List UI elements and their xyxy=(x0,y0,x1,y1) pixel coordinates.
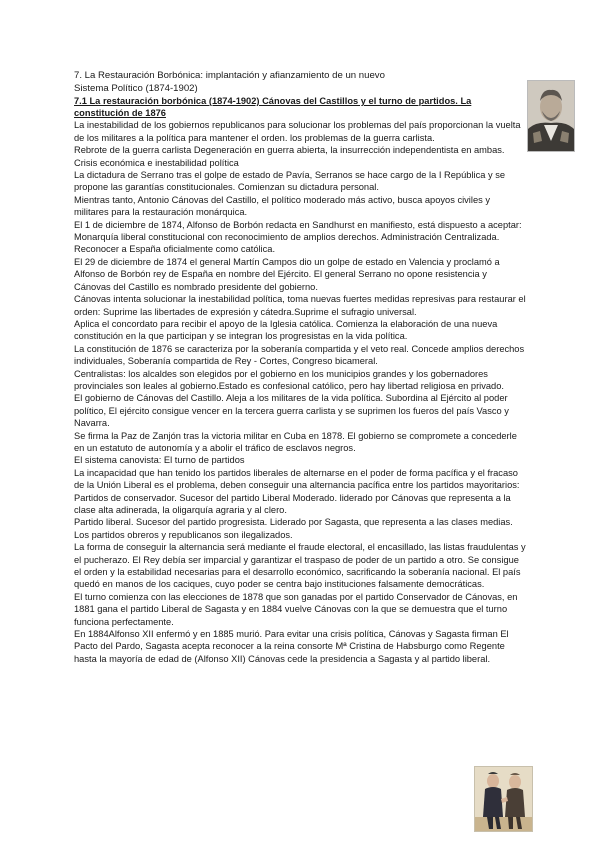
paragraph: La constitución de 1876 se caracteriza por la soberanía compartida y el veto real. Concede amplios derechos individuales, Soberanía compartida de Rey - Cortes, Congreso bicameral. xyxy=(74,343,525,367)
paragraph: Rebrote de la guerra carlista Degeneración en guerra abierta, la insurrección independentista en ambas. Crisis económica e inestabilidad política xyxy=(74,145,505,168)
document-title: 7. La Restauración Borbónica: implantación y afianzamiento de un nuevo Sistema Político (1874-1902) xyxy=(74,70,385,94)
section-subtitle: 7.1 La restauración borbónica (1874-1902) Cánovas del Castillos y el turno de partidos. La constitución de 1876 xyxy=(74,96,472,119)
paragraph: Se firma la Paz de Zanjón tras la victoria militar en Cuba en 1878. El gobierno se compromete a concederle en un estatuto de autonomía y a abolir el tráfico de esclavos negros. xyxy=(74,430,517,453)
caricature-illustration xyxy=(474,766,533,832)
paragraph: El gobierno de Cánovas del Castillo. Aleja a los militares de la vida política. Subordina al Ejército al poder político, El ejército consigue vencer en la tercera guerra carlista y se suprimen los fueros del país Vasco y Navarra. xyxy=(74,393,509,429)
paragraph: La forma de conseguir la alternancia será mediante el fraude electoral, el encasillado, las listas fraudulentas y el pucherazo. El Rey debía ser imparcial y garantizar el traspaso de poder de un partido a otro. Se consigue el orden y la estabilidad necesarias para el desarrollo económico, sacrificando la soberanía nacional. El país quedó en manos de los caciques, cuyo poder se centra bajo instituciones falsamente democráticas. xyxy=(74,542,526,590)
paragraph: Centralistas: los alcaldes son elegidos por el gobierno en los municipios grandes y los gobernadores provinciales son leales al gobierno.Estado es confesional católico, pero hay libertad religiosa en privado. xyxy=(74,368,504,391)
paragraph: Partidos de conservador. Sucesor del partido Liberal Moderado. liderado por Cánovas que representa a la clase alta adinerada, la oligarquía agraria y al clero. xyxy=(74,492,511,515)
paragraph: Aplica el concordato para recibir el apoyo de la Iglesia católica. Comienza la elaboración de una nueva constitución en la que participan y se integran los progresistas en la vida política. xyxy=(74,318,498,342)
paragraph: La incapacidad que han tenido los partidos liberales de alternarse en el poder de forma pacífica y el fracaso de la Unión Liberal es el problema, deben conseguir una alternancia pacífica entre los partidos mayoritarios: xyxy=(74,467,520,491)
paragraph: La inestabilidad de los gobiernos republicanos para solucionar los problemas del país proporcionan la vuelta de los militares a la política para mantener el orden. los problemas de la guerra carlista. xyxy=(74,120,521,143)
section-heading: El sistema canovista: El turno de partidos xyxy=(74,455,245,466)
paragraph: Cánovas intenta solucionar la inestabilidad política, toma nuevas fuertes medidas represivas para restaurar el orden: Suprime las libertades de expresión y cátedra.Suprime el sufragio universal. xyxy=(74,294,526,317)
paragraph: El 29 de diciembre de 1874 el general Martín Campos dio un golpe de estado en Valencia y proclamó a Alfonso de Borbón rey de España en nombre del Ejército. El general Serrano no opone resistencia y Cánovas del Castillo es nombrado presidente del gobierno. xyxy=(74,256,500,292)
paragraph: La dictadura de Serrano tras el golpe de estado de Pavía, Serranos se hace cargo de la I República y se propone las garantías constitucionales. Comienzan su dictadura personal. xyxy=(74,170,506,193)
paragraph: En 1884Alfonso XII enfermó y en 1885 murió. Para evitar una crisis política, Cánovas y Sagasta firman El Pacto del Pardo, Sagasta acepta reconocer a la reina consorte Mª Cristina de Habsburgo como Regente hasta la mayoría de edad de (Alfonso XII) Cánovas cede la presidencia a Sagasta y al partido liberal. xyxy=(74,629,509,664)
paragraph: El turno comienza con las elecciones de 1878 que son ganadas por el partido Conservador de Cánovas, en 1881 gana el partido Liberal de Sagasta y en 1884 vuelve Cánovas con la que se demuestra que el turno funciona perfectamente. xyxy=(74,591,518,627)
paragraph: El 1 de diciembre de 1874, Alfonso de Borbón redacta en Sandhurst en manifiesto, está dispuesto a aceptar: Monarquía liberal constitucional con reconocimiento de amplios derechos. Administración Centralizada. Reconocer a España oficialmente como católica. xyxy=(74,219,522,255)
portrait-image xyxy=(527,80,575,152)
paragraph: Mientras tanto, Antonio Cánovas del Castillo, el político moderado más activo, busca apoyos civiles y militares para la restauración monárquica. xyxy=(74,194,490,218)
document-body xyxy=(74,69,526,665)
paragraph: Partido liberal. Sucesor del partido progresista. Liderado por Sagasta, que representa a las clases medias. Los partidos obreros y republicanos son ilegalizados. xyxy=(74,517,513,540)
